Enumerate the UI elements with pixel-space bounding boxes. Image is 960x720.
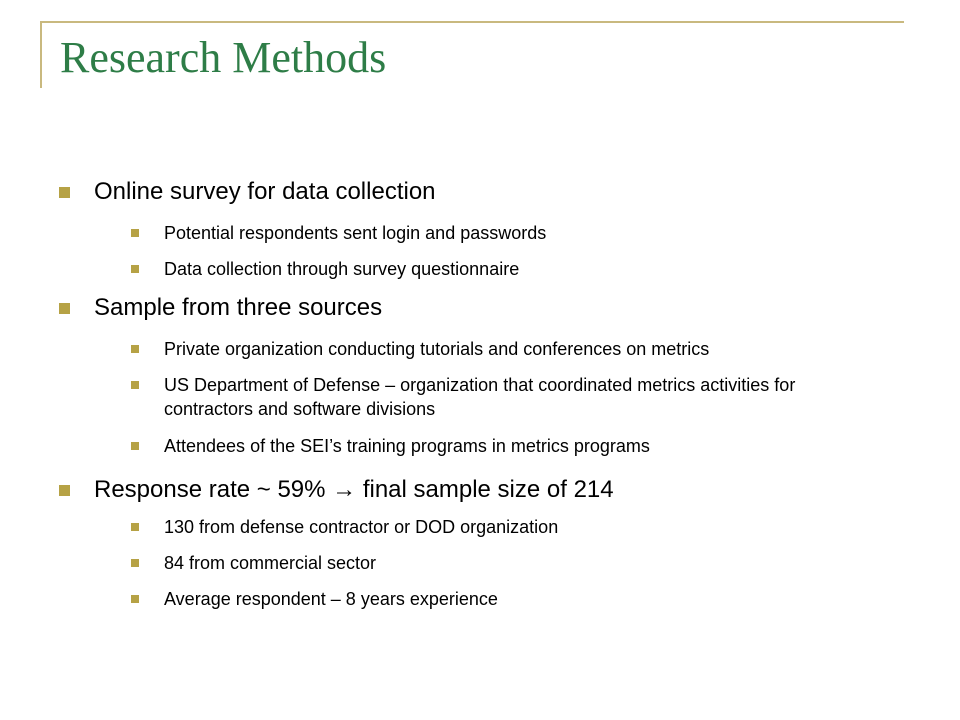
square-bullet-icon	[131, 345, 139, 353]
sub-bullet-text: 130 from defense contractor or DOD organization	[164, 517, 559, 537]
bullet-heading: Sample from three sources	[94, 294, 383, 321]
sub-bullet-text: Average respondent – 8 years experience	[164, 589, 498, 609]
square-bullet-icon	[131, 595, 139, 603]
square-bullet-icon	[131, 442, 139, 450]
square-bullet-icon	[131, 559, 139, 567]
square-bullet-icon	[131, 265, 139, 273]
square-bullet-icon	[59, 303, 70, 314]
square-bullet-icon	[59, 187, 70, 198]
sub-bullet-text: 84 from commercial sector	[164, 553, 377, 573]
square-bullet-icon	[59, 485, 70, 496]
sub-bullet-text: Data collection through survey questionnaire	[164, 259, 520, 279]
square-bullet-icon	[131, 523, 139, 531]
slide-title: Research Methods	[60, 33, 387, 82]
bullet-heading: Online survey for data collection	[94, 178, 436, 205]
square-bullet-icon	[131, 381, 139, 389]
sub-bullet-text: Private organization conducting tutorials and conferences on metrics	[164, 339, 710, 359]
sub-bullet-text: US Department of Defense – organization that coordinated metrics activities for contractors and software divisions	[164, 375, 796, 419]
square-bullet-icon	[131, 229, 139, 237]
sub-bullet-text: Attendees of the SEI’s training programs in metrics programs	[164, 436, 650, 456]
sub-bullet-text: Potential respondents sent login and passwords	[164, 223, 547, 243]
bullet-heading: Response rate ~ 59% → final sample size of 214	[94, 476, 614, 503]
